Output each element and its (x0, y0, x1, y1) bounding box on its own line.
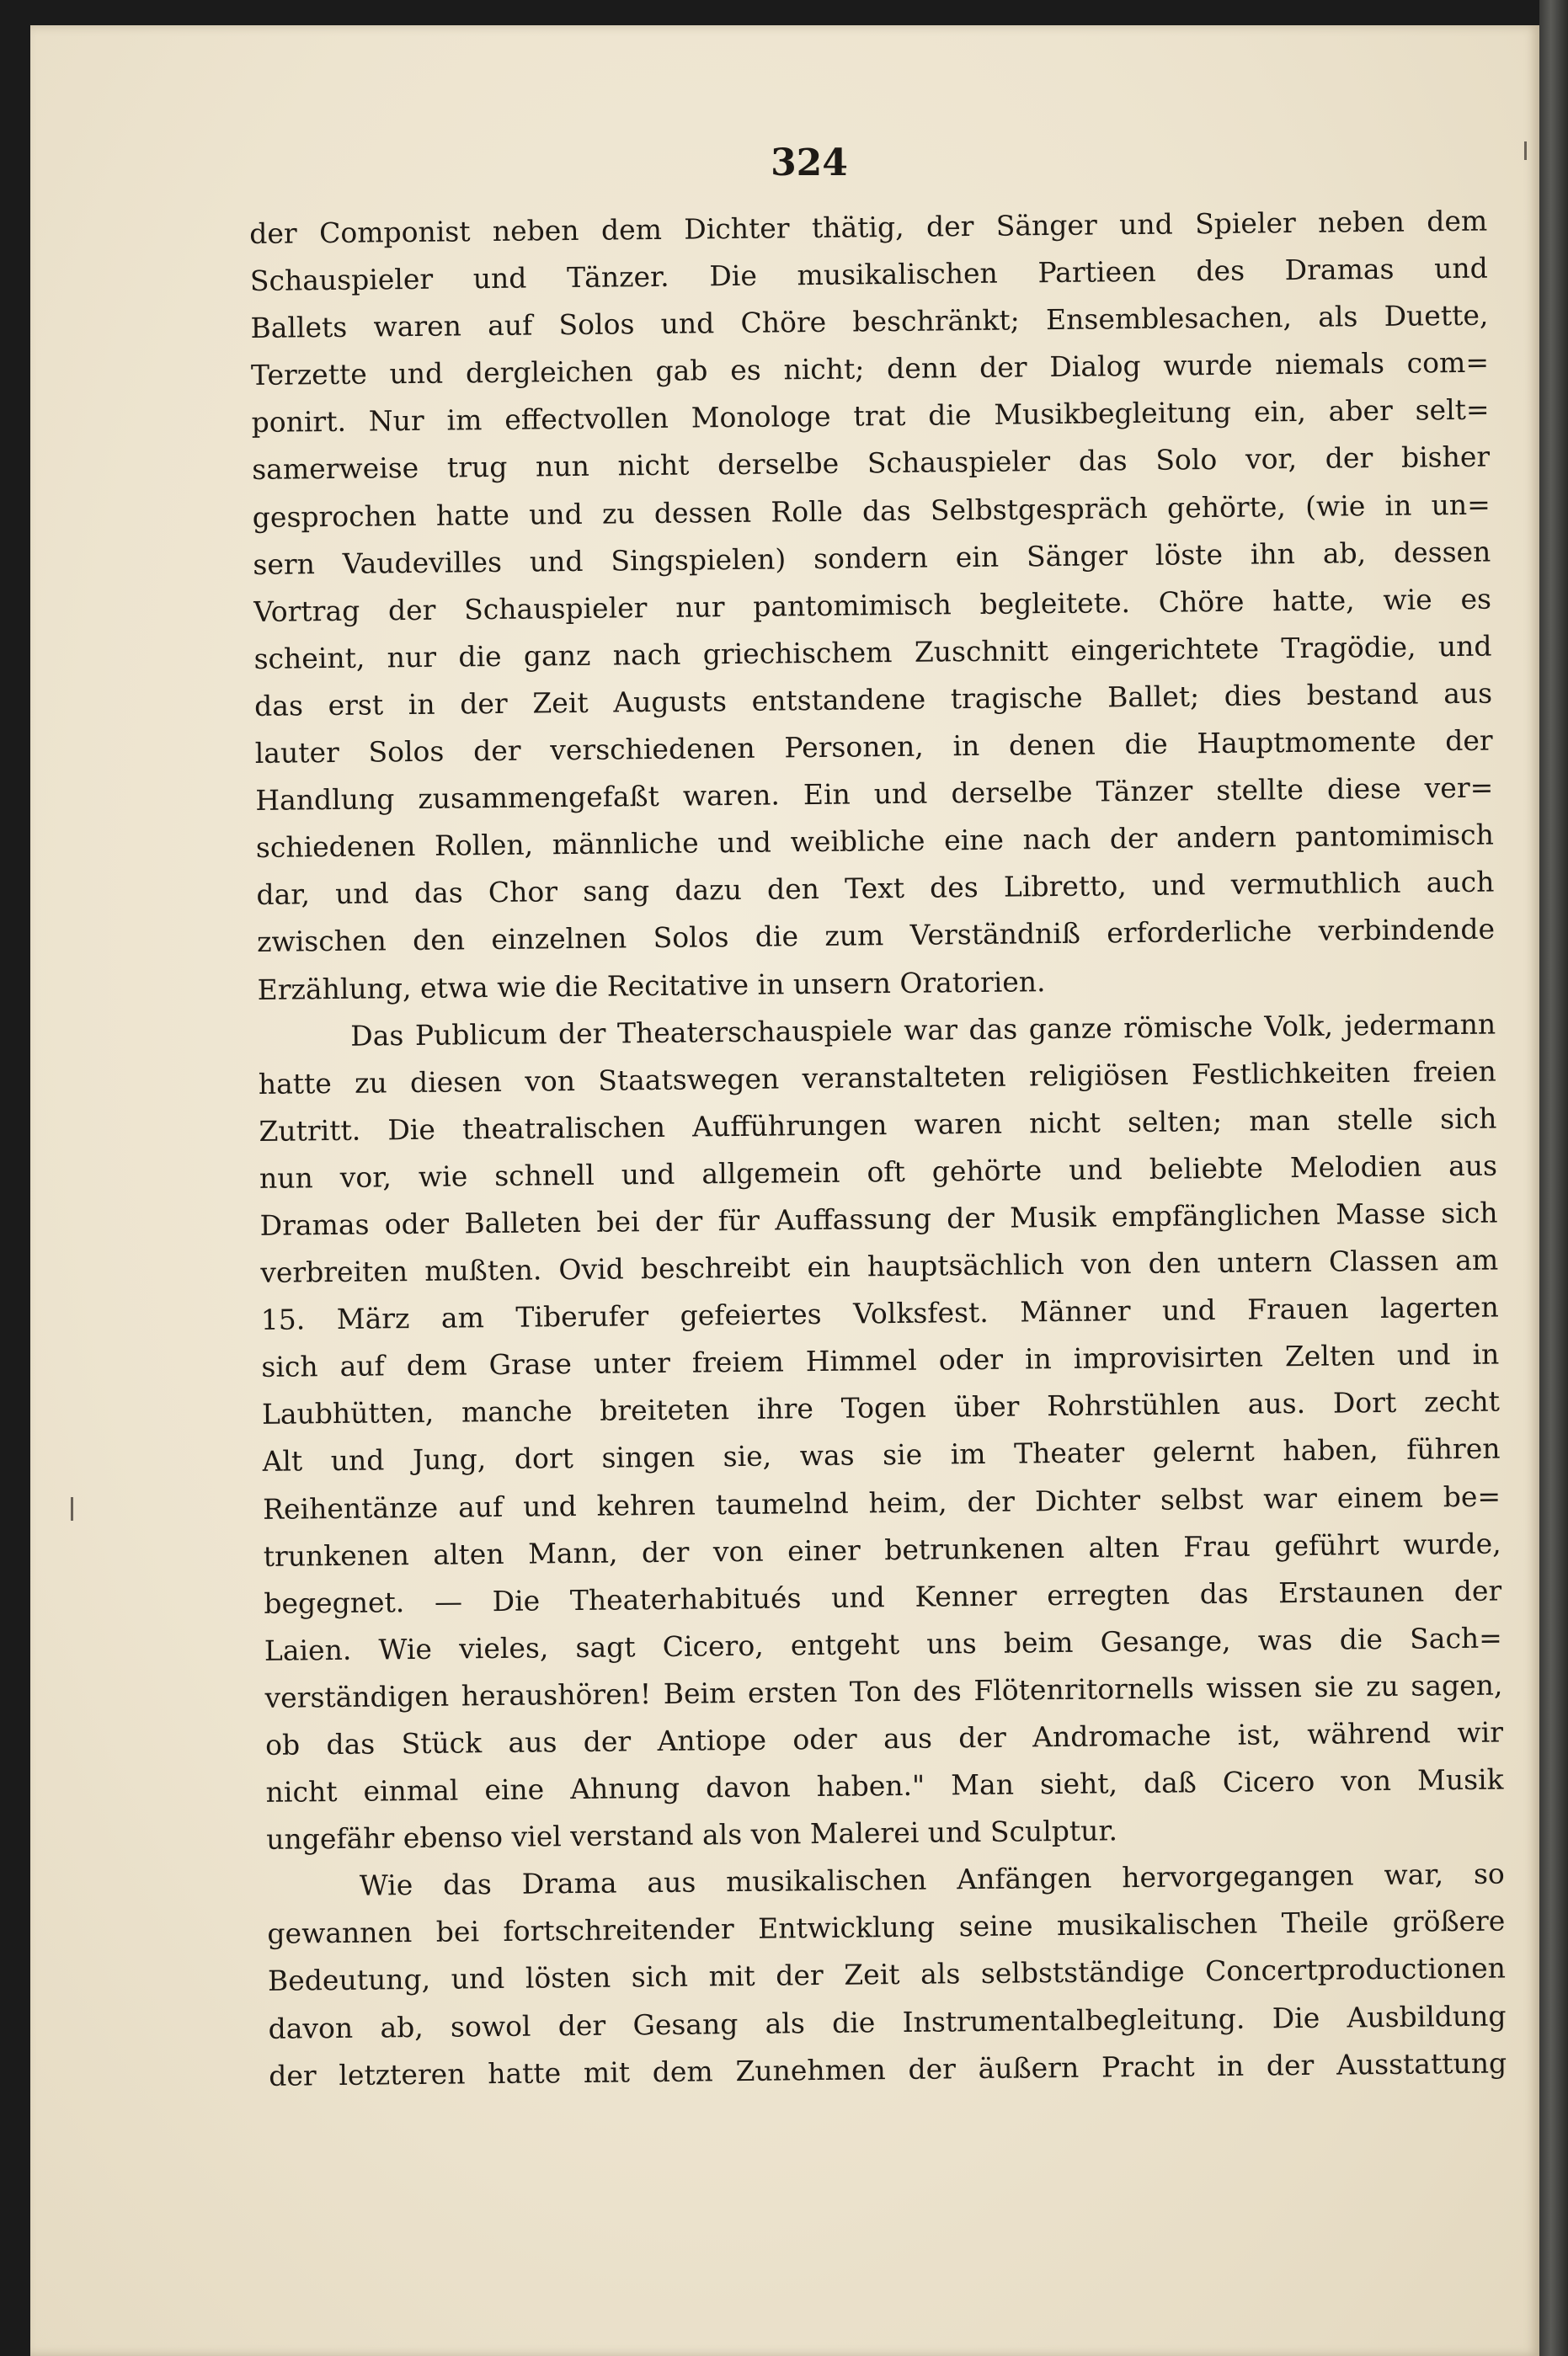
text-line: verbreiten mußten. Ovid beschreibt ein hauptsächlich von den untern Classen am (260, 1243, 1499, 1289)
margin-mark (71, 1497, 73, 1521)
text-line: samerweise trug nun nicht derselbe Schauspieler das Solo vor, der bisher (252, 440, 1491, 487)
text-line: nicht einmal eine Ahnung davon haben." Man sieht, daß Cicero von Musik (265, 1762, 1504, 1809)
text-line: ob das Stück aus der Antiope oder aus der Andromache ist, während wir (264, 1715, 1504, 1762)
text-line: Terzette und dergleichen gab es nicht; denn der Dialog wurde niemals com= (250, 345, 1490, 392)
text-line: das erst in der Zeit Augusts entstandene tragische Ballet; dies bestand aus (253, 676, 1493, 722)
text-line: Handlung zusammengefaßt waren. Ein und derselbe Tänzer stellte diese ver= (255, 770, 1494, 818)
text-line: ponirt. Nur im effectvollen Monologe trat die Musikbegleitung ein, aber selt= (251, 392, 1490, 440)
text-line: gesprochen hatte und zu dessen Rolle das Selbstgespräch gehörte, (wie in un= (252, 488, 1491, 534)
text-line: Erzählung, etwa wie die Recitative in unsern Oratorien. (257, 964, 1046, 1006)
text-line: dar, und das Chor sang dazu den Text des Libretto, und vermuthlich auch (256, 865, 1495, 912)
text-line: Schauspieler und Tänzer. Die musikalischen Partieen des Dramas und (249, 251, 1488, 298)
text-line: hatte zu diesen von Staatswegen veranstalteten religiösen Festlichkeiten freien (258, 1054, 1496, 1101)
page-edge-shadow (1539, 0, 1568, 2356)
text-line: sich auf dem Grase unter freiem Himmel oder in improvisirten Zelten und in (261, 1337, 1500, 1384)
text-line: scheint, nur die ganz nach griechischem Zuschnitt eingerichtete Tragödie, und (253, 629, 1492, 675)
page-number: 324 (771, 141, 848, 184)
text-line: 15. März am Tiberufer gefeiertes Volksfest. Männer und Frauen lagerten (260, 1290, 1499, 1337)
text-line: Laubhütten, manche breiteten ihre Togen über Rohrstühlen aus. Dort zecht (261, 1384, 1501, 1431)
text-line: Bedeutung, und lösten sich mit der Zeit als selbstständige Concertproductionen (267, 1951, 1507, 1998)
paragraph-first-line: Wie das Drama aus musikalischen Anfängen hervorgegangen war, so (359, 1857, 1505, 1903)
text-line: Alt und Jung, dort singen sie, was sie im Theater gelernt haben, führen (262, 1431, 1501, 1479)
paragraph-first-line: Das Publicum der Theaterschauspiele war das ganze römische Volk, jedermann (350, 1007, 1496, 1053)
text-line: Vortrag der Schauspieler nur pantomimisch begleitete. Chöre hatte, wie es (253, 582, 1492, 628)
text-line: Reihentänze auf und kehren taumelnd heim, der Dichter selbst war einem be= (262, 1479, 1501, 1526)
text-line: verständigen heraushören! Beim ersten Ton des Flötenritornells wissen sie zu sagen, (264, 1668, 1503, 1714)
text-line: Laien. Wie vieles, sagt Cicero, entgeht uns beim Gesange, was die Sach= (264, 1621, 1503, 1667)
text-line: der Componist neben dem Dichter thätig, der Sänger und Spieler neben dem (249, 204, 1488, 250)
text-line: sern Vaudevilles und Singspielen) sondern ein Sänger löste ihn ab, dessen (253, 535, 1491, 581)
text-line: davon ab, sowol der Gesang als die Instrumentalbegleitung. Die Ausbildung (268, 1999, 1507, 2045)
text-line: lauter Solos der verschiedenen Personen, in denen die Hauptmomente der (254, 723, 1493, 770)
text-line: der letzteren hatte mit dem Zunehmen der äußern Pracht in der Ausstattung (268, 2046, 1507, 2092)
text-line: zwischen den einzelnen Solos die zum Verständniß erforderliche verbindende (256, 912, 1496, 959)
text-line: gewannen bei fortschreitender Entwicklung seine musikalischen Theile größere (267, 1904, 1506, 1951)
text-line: ungefähr ebenso viel verstand als von Malerei und Sculptur. (266, 1814, 1118, 1857)
text-line: Dramas oder Balleten bei der für Auffassung der Musik empfänglichen Masse sich (259, 1196, 1498, 1242)
text-line: nun vor, wie schnell und allgemein oft gehörte und beliebte Melodien aus (259, 1149, 1498, 1195)
text-line: Ballets waren auf Solos und Chöre beschränkt; Ensemblesachen, als Duette, (250, 298, 1489, 345)
text-line: begegnet. — Die Theaterhabitués und Kenner erregten das Erstaunen der (264, 1574, 1502, 1620)
text-line: schiedenen Rollen, männliche und weibliche eine nach der andern pantomimisch (255, 818, 1495, 865)
body-text (249, 198, 1507, 2100)
text-line: trunkenen alten Mann, der von einer betrunkenen alten Frau geführt wurde, (263, 1527, 1501, 1573)
text-line: Zutritt. Die theatralischen Aufführungen waren nicht selten; man stelle sich (259, 1101, 1497, 1148)
